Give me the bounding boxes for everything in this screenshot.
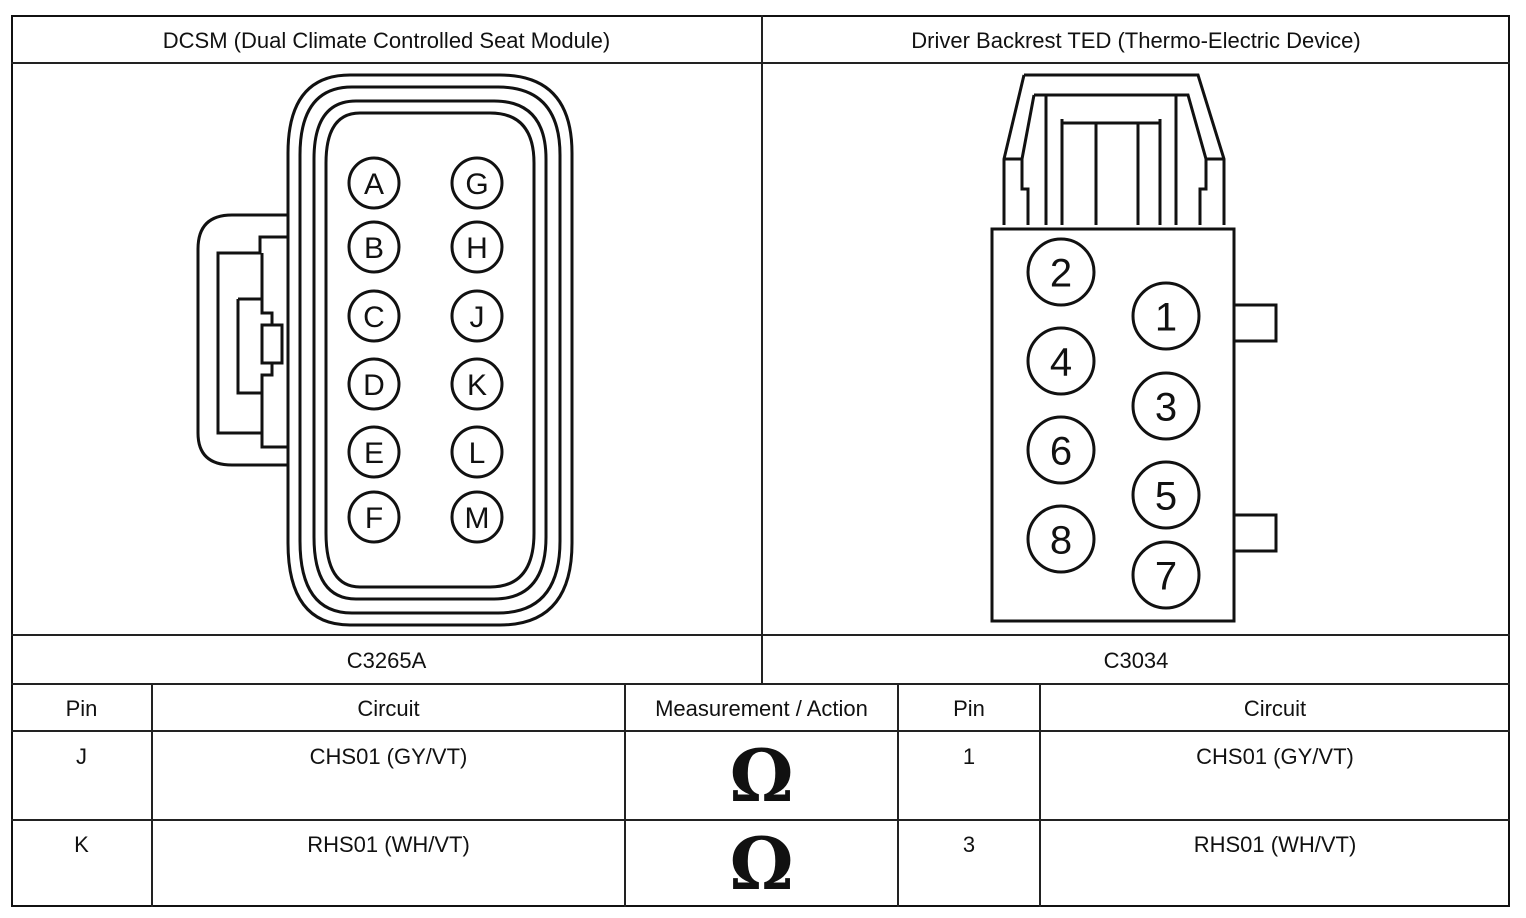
- svg-text:6: 6: [1049, 429, 1073, 474]
- divider-table-header: [11, 730, 1510, 732]
- table-row-1-pin-b: 1: [962, 744, 976, 769]
- svg-text:2: 2: [1049, 251, 1073, 296]
- svg-text:C: C: [363, 300, 385, 334]
- pin-3: [1133, 373, 1199, 439]
- pin-e: [349, 427, 399, 477]
- pin-d: [349, 359, 399, 409]
- pin-a: [349, 158, 399, 208]
- svg-text:8: 8: [1049, 518, 1073, 563]
- ted-connector-drawing: [762, 63, 1510, 635]
- pin-6: [1028, 417, 1094, 483]
- connector-title-ted: Driver Backrest TED (Thermo-Electric Device): [911, 28, 1361, 53]
- ohm-measurement-icon: Ω: [729, 733, 794, 818]
- pin-5: [1133, 462, 1199, 528]
- table-header-measurement: Measurement / Action: [655, 696, 868, 721]
- svg-text:A: A: [363, 167, 385, 201]
- connector-id-dcsm: C3265A: [346, 648, 427, 673]
- svg-text:L: L: [468, 436, 486, 470]
- svg-text:F: F: [364, 501, 384, 535]
- svg-text:M: M: [464, 501, 490, 535]
- table-row-2-circuit-a: RHS01 (WH/VT): [307, 832, 470, 857]
- pin-c: [349, 291, 399, 341]
- pin-f: [349, 492, 399, 542]
- svg-text:3: 3: [1154, 385, 1178, 430]
- svg-text:7: 7: [1154, 554, 1178, 599]
- pin-1: [1133, 283, 1199, 349]
- pin-7: [1133, 542, 1199, 608]
- table-header-pin-b: Pin: [953, 696, 985, 721]
- connector-title-dcsm: DCSM (Dual Climate Controlled Seat Module): [162, 28, 611, 53]
- pin-m: [452, 492, 502, 542]
- table-header-circuit-b: Circuit: [1243, 696, 1307, 721]
- table-header-circuit-a: Circuit: [357, 696, 420, 721]
- pin-k: [452, 359, 502, 409]
- connector-id-ted: C3034: [1103, 648, 1169, 673]
- pin-l: [452, 427, 502, 477]
- svg-text:E: E: [363, 436, 385, 470]
- table-row-1-pin-a: J: [76, 744, 87, 769]
- pin-8: [1028, 506, 1094, 572]
- svg-text:G: G: [465, 167, 489, 201]
- svg-text:4: 4: [1049, 340, 1073, 385]
- pin-g: [452, 158, 502, 208]
- svg-text:5: 5: [1154, 474, 1178, 519]
- table-row-2-pin-a: K: [74, 832, 89, 857]
- table-row-1-circuit-b: CHS01 (GY/VT): [1196, 744, 1354, 769]
- table-row-2-circuit-b: RHS01 (WH/VT): [1193, 832, 1357, 857]
- svg-text:1: 1: [1154, 295, 1178, 340]
- svg-text:B: B: [363, 231, 385, 265]
- svg-text:D: D: [363, 368, 385, 402]
- pin-b: [349, 222, 399, 272]
- svg-text:H: H: [466, 231, 488, 265]
- svg-text:J: J: [469, 300, 485, 334]
- table-row-2-pin-b: 3: [962, 832, 976, 857]
- pin-2: [1028, 239, 1094, 305]
- dcsm-connector-drawing: [0, 63, 761, 635]
- pin-j: [452, 291, 502, 341]
- table-header-pin-a: Pin: [65, 696, 98, 721]
- table-row-1-circuit-a: CHS01 (GY/VT): [309, 744, 468, 769]
- pin-4: [1028, 328, 1094, 394]
- ohm-measurement-icon: Ω: [729, 821, 794, 906]
- pin-h: [452, 222, 502, 272]
- svg-text:K: K: [466, 368, 488, 402]
